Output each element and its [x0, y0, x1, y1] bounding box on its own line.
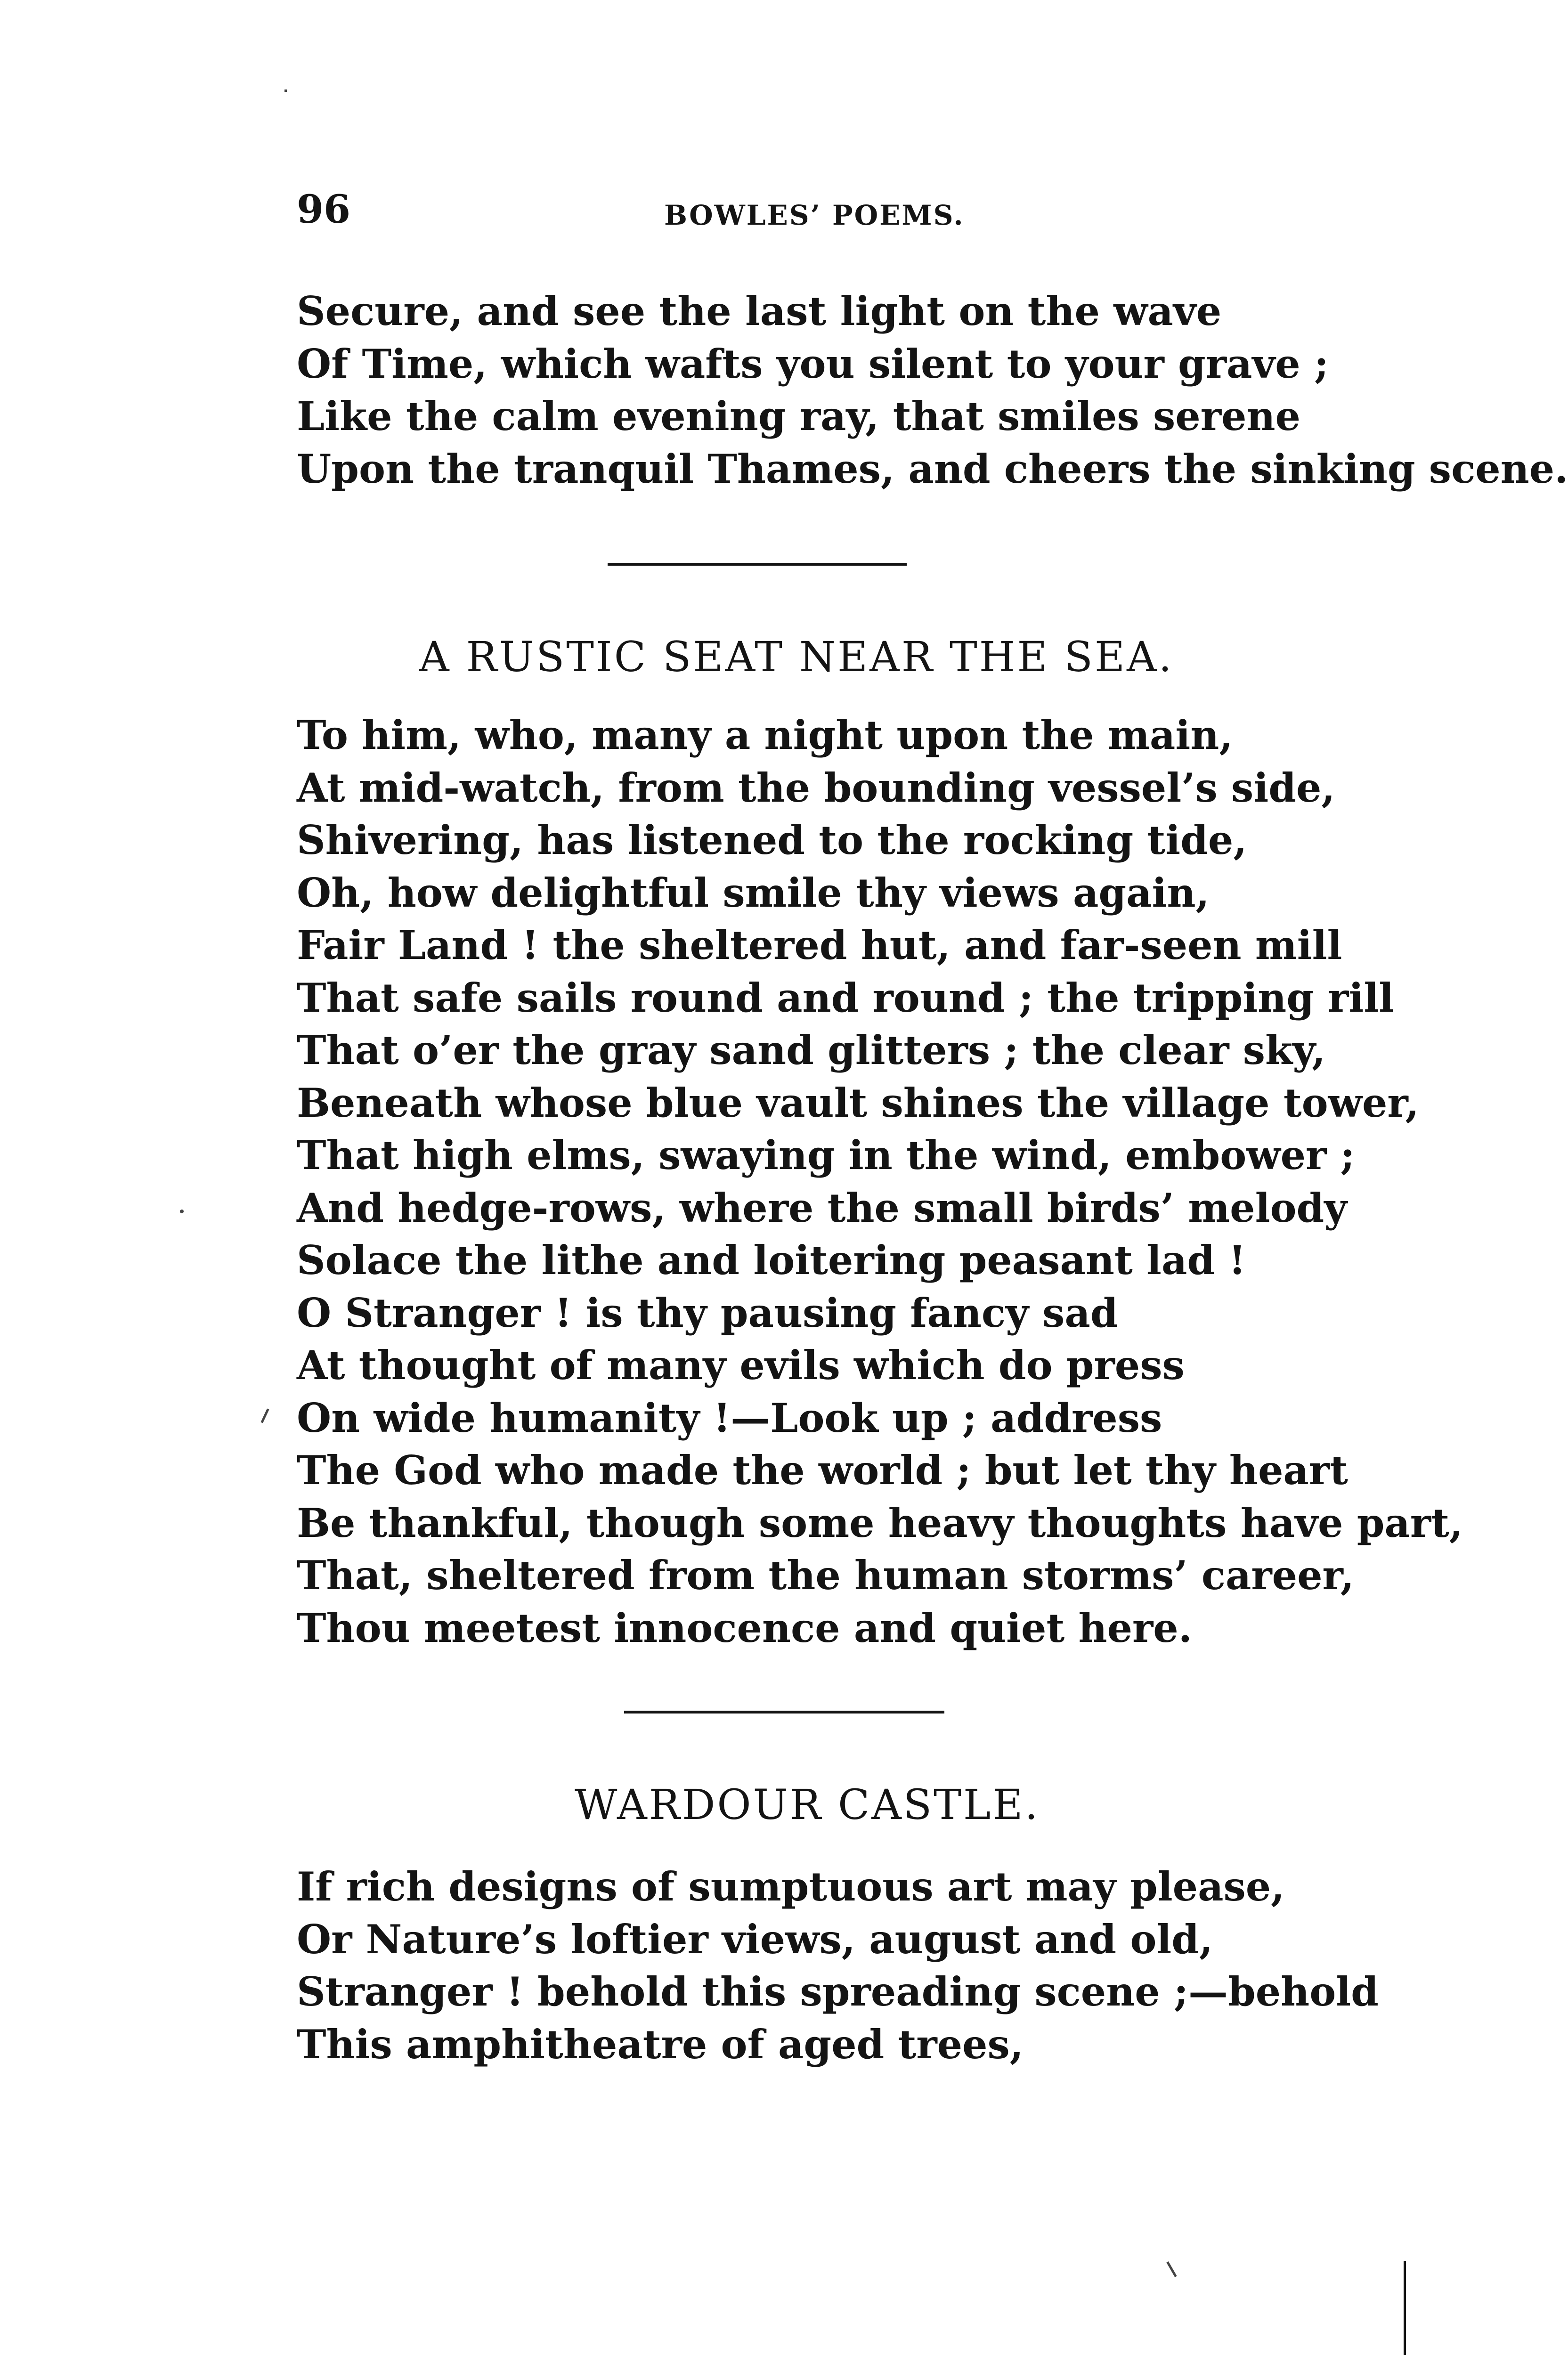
poem-title: WARDOUR CASTLE. — [575, 1780, 1040, 1829]
verse-line: And hedge-rows, where the small birds’ melody — [297, 1184, 1348, 1231]
scan-speck — [284, 89, 287, 92]
verse-line: Solace the lithe and loitering peasant lad ! — [297, 1237, 1246, 1283]
verse-line: That, sheltered from the human storms’ career, — [297, 1552, 1354, 1599]
verse-line: At thought of many evils which do press — [297, 1342, 1185, 1389]
continued-stanza — [297, 285, 1568, 495]
verse-line: Thou meetest innocence and quiet here. — [297, 1604, 1192, 1651]
verse-line: O Stranger ! is thy pausing fancy sad — [297, 1289, 1118, 1336]
section-divider — [624, 1711, 944, 1713]
verse-line: Shivering, has listened to the rocking tide, — [297, 817, 1247, 863]
margin-mark — [260, 1408, 269, 1423]
page-header — [297, 184, 1305, 236]
poem-title: A RUSTIC SEAT NEAR THE SEA. — [419, 633, 1174, 681]
poem-body — [297, 1860, 1379, 2071]
margin-mark — [1166, 2261, 1177, 2277]
verse-line: Oh, how delightful smile thy views again, — [297, 869, 1210, 916]
running-head: BOWLES’ POEMS. — [664, 199, 965, 231]
verse-line: Of Time, which wafts you silent to your grave ; — [297, 340, 1329, 387]
verse-line: Beneath whose blue vault shines the village tower, — [297, 1079, 1419, 1126]
verse-line: Stranger ! behold this spreading scene ;—behold — [297, 1968, 1379, 2015]
verse-line: To him, who, many a night upon the main, — [297, 712, 1233, 758]
verse-line: That o’er the gray sand glitters ; the clear sky, — [297, 1027, 1326, 1073]
poem-body — [297, 709, 1463, 1654]
verse-line: Or Nature’s loftier views, august and old, — [297, 1916, 1213, 1963]
scan-speck — [180, 1210, 184, 1213]
verse-line: That safe sails round and round ; the tripping rill — [297, 974, 1394, 1021]
verse-line: This amphitheatre of aged trees, — [297, 2021, 1024, 2068]
page-number: 96 — [297, 187, 351, 232]
verse-line: On wide humanity !—Look up ; address — [297, 1394, 1162, 1441]
verse-line: Fair Land ! the sheltered hut, and far-seen mill — [297, 922, 1342, 968]
verse-line: That high elms, swaying in the wind, embower ; — [297, 1132, 1355, 1178]
verse-line: Be thankful, though some heavy thoughts have part, — [297, 1499, 1463, 1546]
section-divider — [608, 563, 907, 566]
verse-line: If rich designs of sumptuous art may please, — [297, 1863, 1285, 1910]
verse-line: Secure, and see the last light on the wave — [297, 288, 1222, 334]
page-edge-line — [1404, 2261, 1406, 2355]
verse-line: Like the calm evening ray, that smiles serene — [297, 393, 1300, 439]
verse-line: The God who made the world ; but let thy heart — [297, 1447, 1348, 1494]
verse-line: Upon the tranquil Thames, and cheers the sinking scene. — [297, 445, 1568, 492]
verse-line: At mid-watch, from the bounding vessel’s side, — [297, 764, 1335, 811]
